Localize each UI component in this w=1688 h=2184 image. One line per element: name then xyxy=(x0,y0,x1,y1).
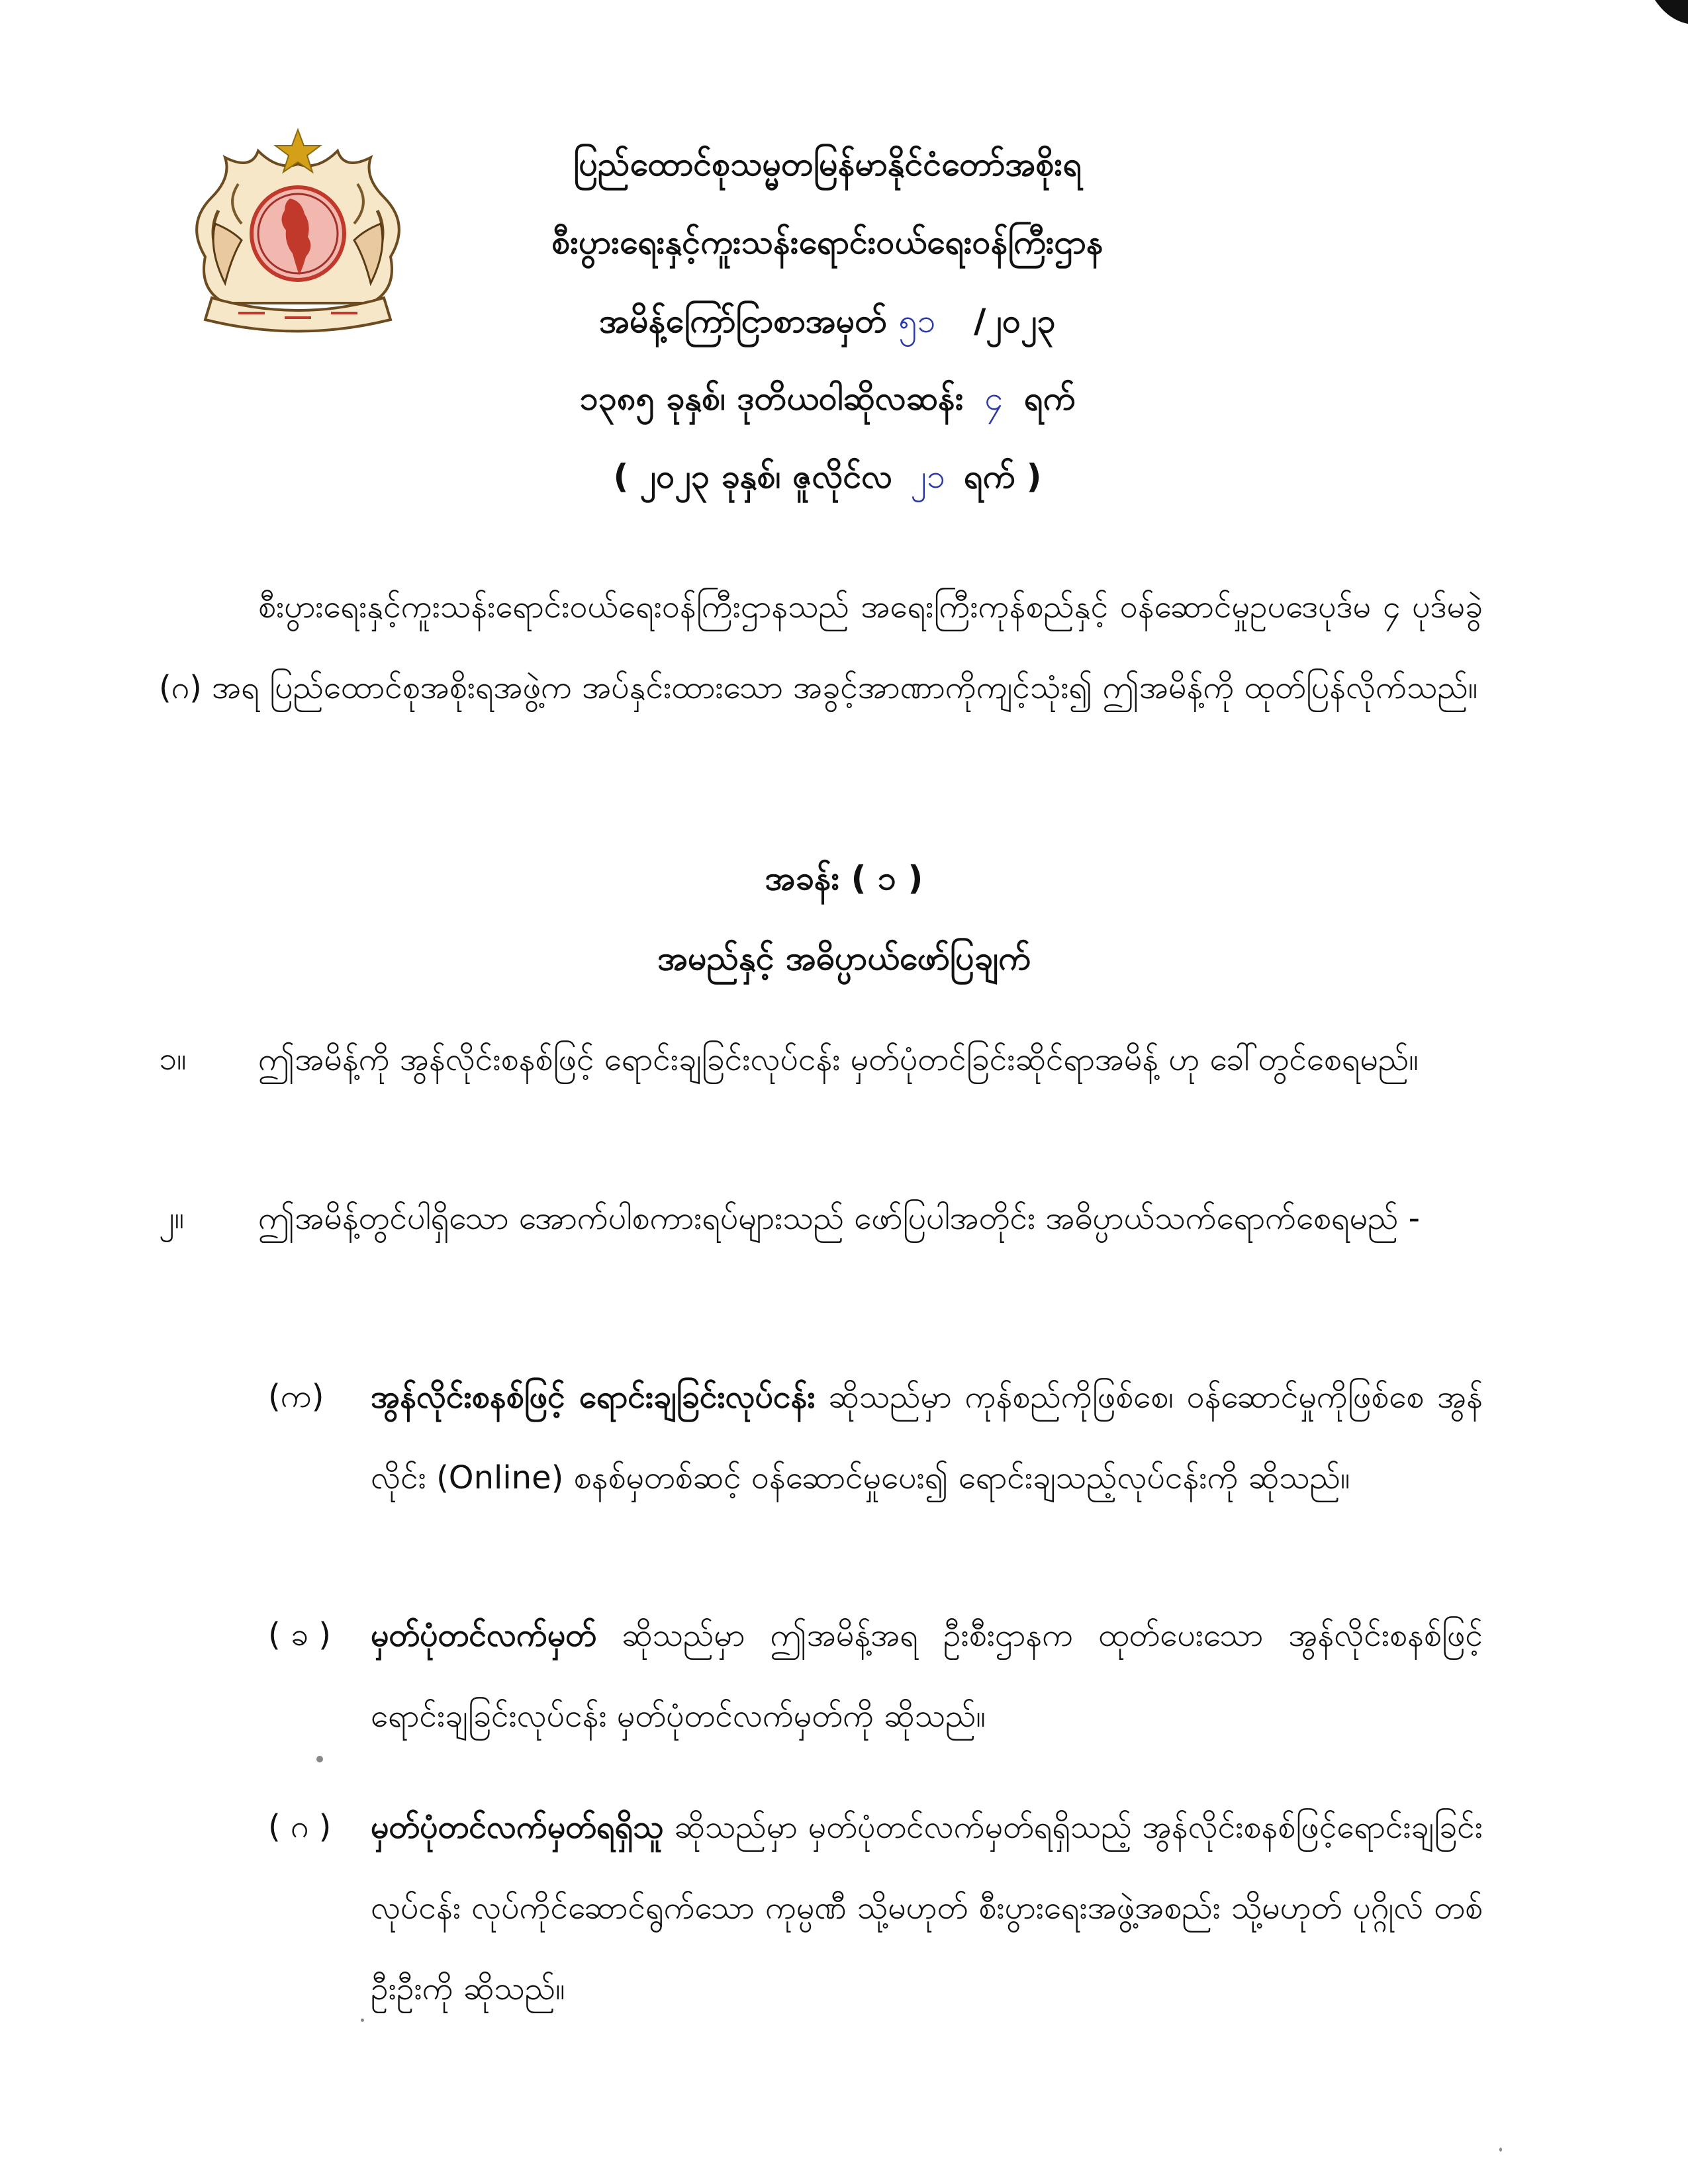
definition-term: အွန်လိုင်းစနစ်ဖြင့် ရောင်းချခြင်းလုပ်ငန်း xyxy=(371,1379,816,1416)
chapter-title: အမည်နှင့် အဓိပ္ပာယ်ဖော်ပြချက် xyxy=(657,939,1031,978)
definition-description: ဆိုသည်မှာ ကုန်စည်ကိုဖြစ်စေ၊ ဝန်ဆောင်မှုကိုဖြစ်စေ အွန်လိုင်း (Online) စနစ်မှတစ်ဆင့် ဝန်ဆောင်မှုပေး၍ ရောင်းချသည့်လုပ်ငန်းကို ဆိုသည်။ xyxy=(371,1379,1483,1496)
definition-label: (က) xyxy=(268,1378,324,1415)
order-number-handwritten: ၅၁ xyxy=(898,302,936,340)
ministry-title: စီးပွားရေးနှင့်ကူးသန်းရောင်းဝယ်ရေးဝန်ကြီးဌာန xyxy=(551,223,1103,261)
definition-label: ( ဂ ) xyxy=(268,1808,332,1845)
definition-term: မှတ်ပုံတင်လက်မှတ်ရရှိသူ xyxy=(371,1809,664,1846)
gregorian-date-handwritten: ၂၁ xyxy=(910,457,946,496)
myanmar-date-suffix: ရက် xyxy=(1023,379,1076,418)
definition-label: ( ခ ) xyxy=(268,1616,331,1653)
scan-speck xyxy=(361,2019,364,2022)
definition-description: ဆိုသည်မှာ မှတ်ပုံတင်လက်မှတ်ရရှိသည့် အွန်လိုင်းစနစ်ဖြင့်ရောင်းချခြင်းလုပ်ငန်း လုပ်ကိုင်ဆောင်ရွက်သော ကုမ္ပဏီ သို့မဟုတ် စီးပွားရေးအဖွဲ့အစည်း သို့မဟုတ် ပုဂ္ဂိုလ် တစ်ဦးဦးကို ဆိုသည်။ xyxy=(371,1809,1483,2007)
section-number: ၁။ xyxy=(159,1040,187,1077)
chapter-number: အခန်း ( ၁ ) xyxy=(765,859,923,897)
section-text: ဤအမိန့်တွင်ပါရှိသော အောက်ပါစကားရပ်များသည် ဖော်ပြပါအတိုင်း အဓိပ္ပာယ်သက်ရောက်စေရမည် - xyxy=(258,1200,1420,1237)
government-title: ပြည်ထောင်စုသမ္မတမြန်မာနိုင်ငံတော်အစိုးရ xyxy=(573,145,1082,183)
definition-description: ဆိုသည်မှာ ဤအမိန့်အရ ဦးစီးဌာနက ထုတ်ပေးသော အွန်လိုင်းစနစ်ဖြင့် ရောင်းချခြင်းလုပ်ငန်း မှတ်ပုံတင်လက်မှတ်ကို ဆိုသည်။ xyxy=(371,1617,1483,1735)
gregorian-date-prefix: ( ၂၀၂၃ ခုနှစ်၊ ဇူလိုင်လ xyxy=(613,457,893,496)
myanmar-date-line xyxy=(397,379,1258,418)
section-text: ဤအမိန့်ကို အွန်လိုင်းစနစ်ဖြင့် ရောင်းချခြင်းလုပ်ငန်း မှတ်ပုံတင်ခြင်းဆိုင်ရာအမိန့် ဟု ခေါ်တွင်စေရမည်။ xyxy=(258,1041,1419,1078)
gregorian-date-line xyxy=(397,457,1258,496)
definition-text xyxy=(371,1595,1483,1756)
definition-text xyxy=(371,1357,1483,1518)
order-number-suffix: /၂၀၂၃ xyxy=(974,302,1056,340)
definition-term: မှတ်ပုံတင်လက်မှတ် xyxy=(371,1617,597,1654)
scan-speck xyxy=(1499,2148,1502,2152)
definition-text xyxy=(371,1787,1483,2029)
preamble-paragraph: စီးပွားရေးနှင့်ကူးသန်းရောင်းဝယ်ရေးဝန်ကြီးဌာနသည် အရေးကြီးကုန်စည်နှင့် ဝန်ဆောင်မှုဥပဒေပုဒ်မ ၄ ပုဒ်မခွဲ (ဂ) အရ ပြည်ထောင်စုအစိုးရအဖွဲ့က အပ်နှင်းထားသော အခွင့်အာဏာကိုကျင့်သုံး၍ ဤအမိန့်ကို ထုတ်ပြန်လိုက်သည်။ xyxy=(159,588,1483,706)
section-number: ၂။ xyxy=(159,1199,185,1236)
order-number-line xyxy=(397,301,1258,341)
order-number-prefix: အမိန့်ကြော်ငြာစာအမှတ် xyxy=(599,302,888,340)
scan-speck xyxy=(316,1756,323,1762)
gregorian-date-suffix: ရက် ) xyxy=(963,457,1042,496)
myanmar-date-prefix: ၁၃၈၅ ခုနှစ်၊ ဒုတိယဝါဆိုလဆန်း xyxy=(579,379,964,418)
scan-corner-mark xyxy=(1642,0,1688,40)
state-seal-icon xyxy=(179,124,417,336)
myanmar-date-handwritten: ၄ xyxy=(984,379,1004,418)
